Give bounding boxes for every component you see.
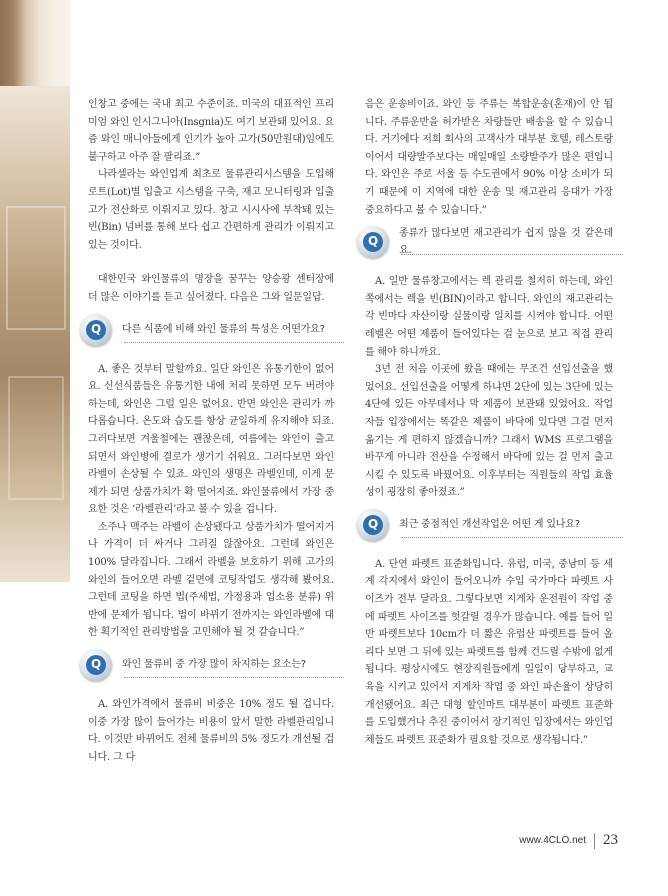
- answer-paragraph: A. 와인가격에서 물류비 비중은 10% 정도 될 겁니다. 이중 가장 많이 들어가는 비용이 앞서 말한 라벨관리입니다. 이것만 바뀌어도 전체 물류비의 5% 정도가 개선될 겁니다. 그 다: [88, 699, 334, 763]
- footer-url: www.4CLO.net: [519, 835, 586, 846]
- answer-paragraph: 3년 전 처음 이곳에 왔을 때에는 무조건 선입선출을 했었어요. 선입선출을 어떻게 하냐면 2단에 있는 3단에 있는 4단에 있든 아무데서나 막 제품이 보관돼 있었어요. 작업자들 입장에서는 똑같은 제품이 바닥에 있다면 그걸 먼저 옮기는 게 편하지 않겠습니까? 그래서 WMS 프로그램을 바꾸게 아니라 전산을 수정해서 바닥에 있는 걸 먼저 출고시킬 수 있도록 바꿨어요. 이후부터는 직원들의 작업 효율성이 굉장히 좋아졌죠.”: [365, 364, 613, 499]
- answer-paragraph: A. 일반 물류창고에서는 렉 관리를 철저히 하는데, 와인쪽에서는 렉을 빈(BIN)이라고 합니다. 와인의 재고관리는 각 빈마다 자산이랑 실물이랑 일치를 시켜야 합니다. 어떤 레벨은 어떤 제품이 들어있다는 걸 눈으로 보고 직접 관리를 해야 하니까요.: [365, 276, 613, 358]
- footer-divider: [594, 833, 595, 849]
- question-heading: [80, 648, 334, 682]
- q-badge-icon: Q: [80, 649, 112, 681]
- question-text: 종류가 많다보면 재고관리가 쉽지 않을 것 같은데요.: [399, 227, 613, 257]
- background-photo-top: [0, 0, 668, 86]
- paragraph-spacer: [88, 254, 334, 271]
- right-column: [365, 96, 613, 749]
- question-heading: [357, 508, 613, 542]
- body-paragraph: 대한민국 와인물류의 명장을 꿈꾸는 양승광 센터장에 더 많은 이야기를 듣고 싶어졌다. 다음은 그와 일문일답.: [88, 274, 334, 303]
- body-paragraph: 음은 운송비이죠. 와인 등 주류는 복합운송(혼재)이 안 됩니다. 주류운반을 허가받은 차량들만 배송을 할 수 있습니다. 거기에다 저희 회사의 고객사가 대부분 호텔, 레스토랑이어서 대량발주보다는 매일매일 소량발주가 많은 편입니다. 와인은 주로 서울 등 수도권에서 90% 이상 소비가 되기 때문에 이 지역에 대한 운송 및 재고관리 응대가 가장 중요하다고 볼 수 있습니다.”: [365, 99, 613, 216]
- answer-paragraph: A. 좋은 것부터 말할까요. 일단 와인은 유통기한이 없어요. 신선식품들은 유통기한 내에 처리 못하면 모두 버려야 하는데, 와인은 그럴 일은 없어요. 반면 와인은 관리가 까다롭습니다. 온도와 습도를 항상 균일하게 유지해야 되죠. 그러다보면 겨울철에는 괜찮은데, 여름에는 와인이 출고되면서 와인병에 결로가 생기기 쉬워요. 그러다보면 와인 라벨이 손상될 수 있죠. 와인의 생명은 라벨인데, 이게 문제가 되면 상품가치가 확 떨어지죠. 와인물류에서 가장 중요한 것은 ‘라벨관리’라고 볼 수 있을 겁니다.: [88, 363, 334, 516]
- page-number: 23: [603, 832, 618, 848]
- answer-paragraph: A. 단연 파렛트 표준화입니다. 유럽, 미국, 중남미 등 세계 각지에서 와인이 들어오니까 수입 국가마다 파렛트 사이즈가 전부 달라요. 그렇다보면 지게차 운전원이 작업 중에 파렛트 사이즈를 헛갈릴 경우가 많습니다. 예를 들어 일반 파렛트보다 10cm가 더 짧은 유럽산 파렛트를 들어 올리다 보면 그 뒤에 있는 파렛트를 함께 건드릴 수밖에 없게 됩니다. 평상시에도 현장직원들에게 일일이 당부하고, 교육을 시키고 있어서 지게차 작업 중 와인 파손율이 상당히 개선됐어요. 최근 대형 할인마트 대부분이 파렛트 표준화를 도입했거나 추진 중이어서 장기적인 입장에서는 와인업체들도 파렛트 표준화가 필요할 것으로 생각됩니다.”: [365, 558, 613, 746]
- background-photo-left: [0, 86, 70, 582]
- q-badge-icon: Q: [357, 509, 389, 541]
- question-text: 와인 물류비 중 가장 많이 차지하는 요소는?: [122, 659, 306, 671]
- question-text: 최근 중점적인 개선작업은 어떤 게 있나요?: [399, 519, 580, 531]
- q-badge-icon: Q: [357, 226, 389, 258]
- question-heading: [357, 225, 613, 259]
- answer-paragraph: 소주나 맥주는 라벨이 손상됐다고 상품가치가 떨어지거나 가격이 더 싸거나 그러질 않잖아요. 그런데 와인은 100% 달라집니다. 그래서 라벨을 보호하기 위해 고가의 와인의 들어오면 라벨 겉면에 코팅작업도 생각해 봤어요. 그런데 코팅을 하면 법(주세법, 가정용과 업소용 분류) 위반에 문제가 됩니다. 법이 바뀌기 전까지는 와인라벨에 대한 획기적인 관리방법을 고민해야 될 것 같습니다.”: [88, 521, 334, 639]
- question-text: 다른 식품에 비해 와인 물류의 특성은 어떤가요?: [122, 323, 325, 335]
- question-heading: [80, 313, 334, 347]
- page-footer: [519, 832, 618, 849]
- body-paragraph: 나라셀라는 와인업계 최초로 물류관리시스템을 도입해 로트(Lot)별 입출고 시스템을 구축, 재고 모니터링과 입출고가 전산화로 이뤄지고 있다. 창고 시시사에 부착돼 있는 빈(Bin) 넘버를 통해 보다 쉽고 간편하게 관리가 이뤄지고 있는 것이다.: [88, 169, 334, 251]
- q-badge-icon: Q: [80, 314, 112, 346]
- left-column: [88, 96, 334, 766]
- body-paragraph: 인창고 중에는 국내 최고 수준이죠. 미국의 대표적인 프리미엄 와인 인시그니아(Insgnia)도 여기 보관돼 있어요. 요즘 와인 매니아들에게 인기가 높아 고가(50만원대)임에도 불구하고 아주 잘 팔리죠.”: [88, 99, 334, 163]
